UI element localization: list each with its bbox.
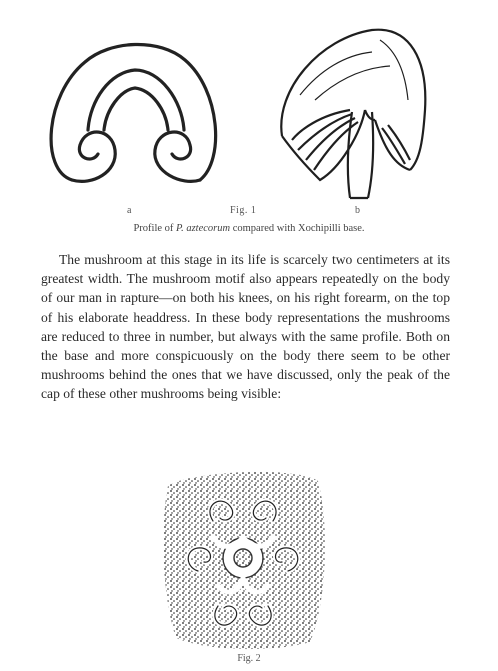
figure-2-relief-drawing bbox=[158, 466, 328, 652]
figure-1-label-b: b bbox=[355, 205, 361, 216]
caption-prefix: Profile of bbox=[133, 223, 177, 234]
figure-2 bbox=[158, 466, 328, 652]
caption-suffix: compared with Xochipilli base. bbox=[230, 223, 365, 234]
figure-1-number: Fig. 1 bbox=[230, 205, 257, 216]
figure-1-drawings bbox=[0, 0, 498, 210]
figure-1-label-a: a bbox=[127, 205, 132, 216]
body-text bbox=[41, 250, 450, 404]
body-paragraph: The mushroom at this stage in its life is scarcely two centimeters at its greatest width. The mushroom motif also appears repeatedly on the body of our man in rapture—on both his knees, on his right forearm, on the top of his elaborate headdress. In these body representations the mushrooms are reduced to three in number, but always with the same profile. Both on the base and more conspicuously on the body there seem to be other mushrooms behind the ones that we have discussed, only the peak of the cap of these other mushrooms being visible: bbox=[41, 252, 450, 402]
mushroom-drawing bbox=[281, 30, 425, 198]
figure-1-caption bbox=[0, 223, 498, 234]
figure-2-label: Fig. 2 bbox=[237, 653, 261, 664]
caption-species: P. aztecorum bbox=[176, 223, 231, 234]
xochipilli-base-glyph bbox=[51, 44, 216, 181]
figure-1 bbox=[0, 0, 498, 216]
